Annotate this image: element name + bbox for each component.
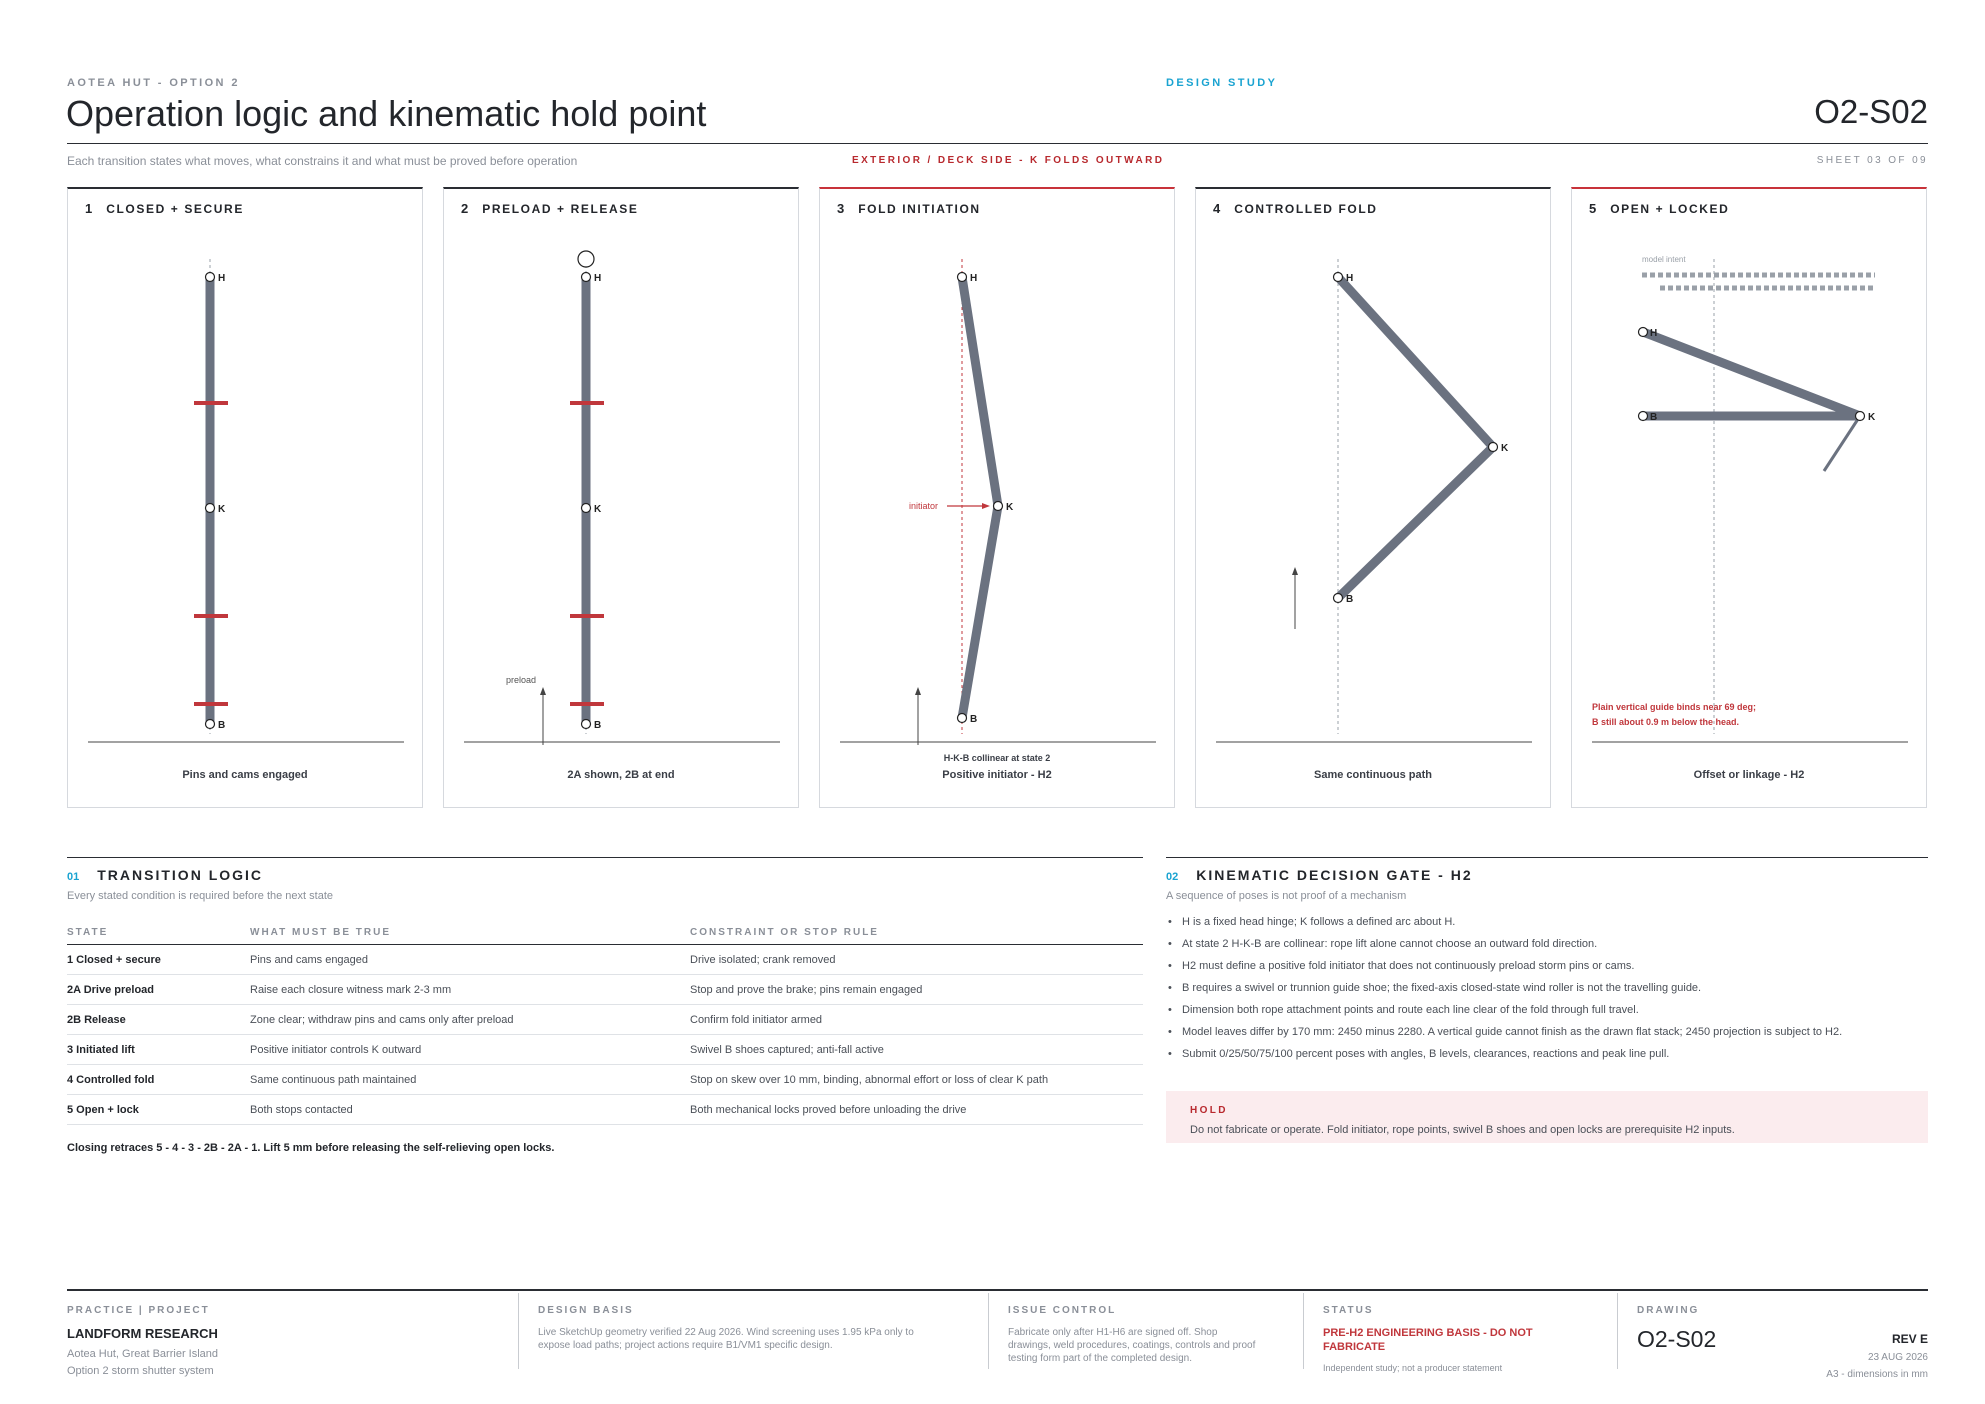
node-label-b: B: [1650, 412, 1658, 423]
panel-caption: 2A shown, 2B at end: [567, 769, 675, 781]
issue-control-line: Fabricate only after H1-H6 are signed off. Shop: [1008, 1327, 1218, 1338]
design-basis-block: [538, 1305, 914, 1352]
hinge-node-h: [1334, 273, 1343, 282]
panel-number: 2: [461, 201, 469, 216]
binding-warning-line-1: Plain vertical guide binds near 69 deg;: [1592, 702, 1757, 712]
state-cell: 4 Controlled fold: [67, 1065, 250, 1095]
column-header: CONSTRAINT OR STOP RULE: [690, 927, 1143, 945]
panel-caption: Pins and cams engaged: [182, 769, 308, 781]
section-number: 02: [1166, 871, 1179, 883]
gate-subtitle: A sequence of poses is not proof of a mechanism: [1166, 890, 1407, 902]
footer-rule: [67, 1289, 1928, 1291]
sheet-count: SHEET 03 OF 09: [1816, 155, 1928, 166]
table-row: [67, 1095, 1143, 1125]
node-label-h: H: [970, 273, 978, 284]
hinge-node-h: [1639, 328, 1648, 337]
panel-number: 5: [1589, 201, 1597, 216]
project-eyebrow: AOTEA HUT - OPTION 2: [67, 77, 240, 89]
section-title: KINEMATIC DECISION GATE - H2: [1196, 867, 1473, 883]
panel-caption: Offset or linkage - H2: [1693, 769, 1805, 781]
initiator-arrowhead: [982, 503, 990, 509]
revision: REV E: [1891, 1332, 1928, 1346]
condition-cell: Same continuous path maintained: [250, 1065, 690, 1095]
gate-bullet: • Submit 0/25/50/75/100 percent poses with angles, B levels, clearances, reactions and peak line pull.: [1166, 1043, 1842, 1065]
condition-cell: Zone clear; withdraw pins and cams only after preload: [250, 1005, 690, 1035]
gate-bullet: • H2 must define a positive fold initiator that does not continuously preload storm pins or cams.: [1166, 955, 1842, 977]
panel-title: CLOSED + SECURE: [106, 202, 244, 216]
node-label-b: B: [218, 720, 226, 731]
state-panel-2: [443, 187, 799, 808]
state-cell: 5 Open + lock: [67, 1095, 250, 1125]
hold-title: HOLD: [1190, 1105, 1228, 1116]
practice-label: PRACTICE | PROJECT: [67, 1305, 210, 1316]
status-note: Independent study; not a producer statement: [1323, 1363, 1503, 1373]
node-label-b: B: [594, 720, 602, 731]
knee-node-k: [1856, 412, 1865, 421]
node-label-b: B: [970, 714, 978, 725]
section-number: 01: [67, 871, 80, 883]
node-label-h: H: [594, 273, 602, 284]
state-2-diagram: [444, 189, 800, 810]
base-node-b: [958, 714, 967, 723]
page-subtitle: Each transition states what moves, what constrains it and what must be proved before operation: [67, 154, 578, 168]
section-title: TRANSITION LOGIC: [97, 867, 264, 883]
state-5-diagram: [1572, 189, 1928, 810]
table-header-row: [67, 927, 1143, 945]
transition-heading: [67, 867, 263, 885]
state-cell: 2A Drive preload: [67, 975, 250, 1005]
state-panel-1: [67, 187, 423, 808]
table-row: [67, 1005, 1143, 1035]
gate-bullet-list: [1166, 911, 1842, 1065]
issue-control-line: drawings, weld procedures, coatings, controls and proof: [1008, 1340, 1256, 1351]
table-row: [67, 1065, 1143, 1095]
drawing-code: O2-S02: [1637, 1326, 1717, 1352]
scale-note: A3 - dimensions in mm: [1826, 1369, 1928, 1380]
design-basis-line: expose load paths; project actions require B1/VM1 specific design.: [538, 1340, 833, 1351]
hinge-node-h: [582, 273, 591, 282]
status-label: STATUS: [1323, 1305, 1374, 1316]
project-location: Aotea Hut, Great Barrier Island: [67, 1348, 219, 1360]
constraint-cell: Swivel B shoes captured; anti-fall active: [690, 1035, 1143, 1065]
design-basis-label: DESIGN BASIS: [538, 1305, 634, 1316]
panel-title: CONTROLLED FOLD: [1234, 202, 1378, 216]
footer-divider: [988, 1293, 989, 1369]
preload-arrowhead: [540, 687, 546, 695]
column-header: STATE: [67, 927, 250, 945]
category-label: DESIGN STUDY: [1166, 77, 1278, 89]
shutter-leaf: [1338, 277, 1493, 598]
transition-table: [67, 927, 1143, 1125]
issue-control-block: [1008, 1305, 1255, 1365]
node-label-b: B: [1346, 594, 1354, 605]
knee-node-k: [1489, 443, 1498, 452]
node-label-k: K: [1868, 412, 1876, 423]
state-cell: 3 Initiated lift: [67, 1035, 250, 1065]
section-rule: [67, 857, 1143, 858]
lock-strut: [1824, 416, 1860, 471]
hinge-node-h: [958, 273, 967, 282]
base-node-b: [206, 720, 215, 729]
practice-block: [67, 1305, 218, 1380]
lift-arrowhead: [1292, 567, 1298, 575]
state-3-diagram: [820, 189, 1176, 810]
state-cell: 2B Release: [67, 1005, 250, 1035]
transition-subtitle: Every stated condition is required before the next state: [67, 890, 333, 902]
node-label-h: H: [218, 273, 226, 284]
base-node-b: [1334, 594, 1343, 603]
panel-title: PRELOAD + RELEASE: [482, 202, 639, 216]
practice-name: LANDFORM RESEARCH: [67, 1326, 218, 1341]
status-value-line: PRE-H2 ENGINEERING BASIS - DO NOT: [1323, 1327, 1533, 1339]
panel-number: 1: [85, 201, 93, 216]
panel-title: FOLD INITIATION: [858, 202, 981, 216]
base-node-b: [1639, 412, 1648, 421]
condition-cell: Raise each closure witness mark 2-3 mm: [250, 975, 690, 1005]
state-cell: 1 Closed + secure: [67, 945, 250, 975]
knee-node-k: [582, 504, 591, 513]
constraint-cell: Both mechanical locks proved before unloading the drive: [690, 1095, 1143, 1125]
node-label-h: H: [1346, 273, 1354, 284]
issue-control-line: testing form part of the completed design.: [1008, 1353, 1192, 1364]
condition-cell: Pins and cams engaged: [250, 945, 690, 975]
page-title: Operation logic and kinematic hold point: [66, 93, 707, 134]
constraint-cell: Stop and prove the brake; pins remain engaged: [690, 975, 1143, 1005]
panel-caption: Positive initiator - H2: [942, 769, 1052, 781]
node-label-k: K: [1501, 443, 1509, 454]
node-label-h: H: [1650, 328, 1658, 339]
gate-heading: [1166, 867, 1473, 885]
footer-divider: [518, 1293, 519, 1369]
status-block: [1323, 1305, 1533, 1375]
table-row: [67, 1035, 1143, 1065]
orientation-note: EXTERIOR / DECK SIDE - K FOLDS OUTWARD: [852, 155, 1165, 166]
collinear-note: H-K-B collinear at state 2: [943, 753, 1051, 763]
node-label-k: K: [1006, 502, 1014, 513]
panel-title: OPEN + LOCKED: [1610, 202, 1730, 216]
lift-arrowhead: [915, 687, 921, 695]
state-panel-4: [1195, 187, 1551, 808]
state-1-diagram: [68, 189, 424, 810]
shutter-leaf: [1643, 332, 1860, 416]
gate-bullet: • Dimension both rope attachment points and route each line clear of the fold through full travel.: [1166, 999, 1842, 1021]
design-basis-line: Live SketchUp geometry verified 22 Aug 2026. Wind screening uses 1.95 kPa only to: [538, 1327, 914, 1338]
condition-cell: Both stops contacted: [250, 1095, 690, 1125]
gate-bullet: • At state 2 H-K-B are collinear: rope lift alone cannot choose an outward fold direction.: [1166, 933, 1842, 955]
knee-node-k: [994, 502, 1003, 511]
panel-number: 3: [837, 201, 845, 216]
status-value-line: FABRICATE: [1323, 1341, 1386, 1353]
preload-label: preload: [506, 675, 537, 685]
state-panel-5: [1571, 187, 1927, 808]
panel-caption: Same continuous path: [1314, 769, 1432, 781]
project-system: Option 2 storm shutter system: [67, 1365, 214, 1377]
shutter-leaf: [962, 277, 998, 718]
issue-date: 23 AUG 2026: [1867, 1352, 1928, 1363]
constraint-cell: Confirm fold initiator armed: [690, 1005, 1143, 1035]
column-header: WHAT MUST BE TRUE: [250, 927, 690, 945]
closing-sequence-note: Closing retraces 5 - 4 - 3 - 2B - 2A - 1. Lift 5 mm before releasing the self-relieving open locks.: [67, 1142, 555, 1154]
panel-number: 4: [1213, 201, 1221, 216]
initiator-label: initiator: [909, 501, 939, 511]
gate-bullet: • B requires a swivel or trunnion guide shoe; the fixed-axis closed-state wind roller is not the travelling guide.: [1166, 977, 1842, 999]
issue-control-label: ISSUE CONTROL: [1008, 1305, 1117, 1316]
knee-node-k: [206, 504, 215, 513]
binding-warning-line-2: B still about 0.9 m below the head.: [1592, 717, 1740, 727]
constraint-cell: Stop on skew over 10 mm, binding, abnormal effort or loss of clear K path: [690, 1065, 1143, 1095]
base-node-b: [582, 720, 591, 729]
constraint-cell: Drive isolated; crank removed: [690, 945, 1143, 975]
drawing-block: [1637, 1305, 1716, 1353]
hold-text: Do not fabricate or operate. Fold initiator, rope points, swivel B shoes and open locks are prerequisite H2 inputs.: [1190, 1124, 1735, 1136]
gate-bullet: • Model leaves differ by 170 mm: 2450 minus 2280. A vertical guide cannot finish as the drawn flat stack; 2450 projection is subject to H2.: [1166, 1021, 1842, 1043]
witness-mark: [578, 251, 594, 267]
node-label-k: K: [218, 504, 226, 515]
hinge-node-h: [206, 273, 215, 282]
footer-divider: [1617, 1293, 1618, 1369]
node-label-k: K: [594, 504, 602, 515]
section-rule: [1166, 857, 1928, 858]
header-rule: [67, 143, 1928, 144]
condition-cell: Positive initiator controls K outward: [250, 1035, 690, 1065]
hold-callout: [1166, 1091, 1928, 1143]
state-4-diagram: [1196, 189, 1552, 810]
table-row: [67, 945, 1143, 975]
drawing-label: DRAWING: [1637, 1305, 1700, 1316]
model-intent-label: model intent: [1642, 255, 1686, 264]
gate-bullet: • H is a fixed head hinge; K follows a defined arc about H.: [1166, 911, 1842, 933]
sheet-code: O2-S02: [1814, 93, 1928, 130]
table-row: [67, 975, 1143, 1005]
state-panel-3: [819, 187, 1175, 808]
footer-divider: [1303, 1293, 1304, 1369]
